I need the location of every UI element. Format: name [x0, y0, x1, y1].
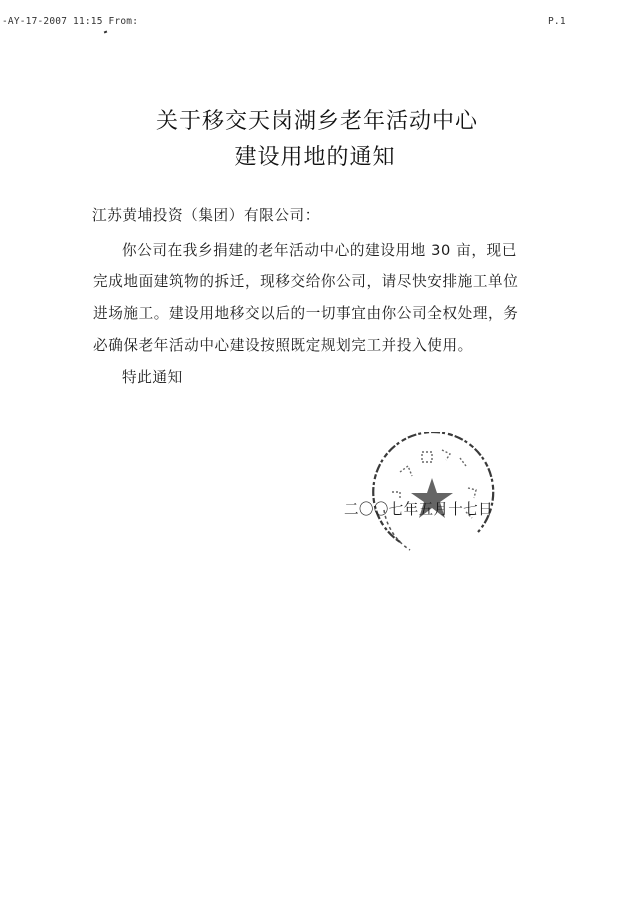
body-line-3: 进场施工。建设用地移交以后的一切事宜由你公司全权处理，务	[93, 305, 519, 322]
fax-timestamp: -AY-17-2007 11:15 From:	[2, 16, 139, 27]
fax-page-number: P.1	[548, 16, 566, 27]
official-seal	[370, 432, 498, 560]
body-line-1: 你公司在我乡捐建的老年活动中心的建设用地 30 亩，现已	[122, 242, 517, 259]
addressee: 江苏黄埔投资（集团）有限公司：	[92, 207, 320, 224]
document-title-line-1: 关于移交天岗湖乡老年活动中心	[155, 109, 478, 134]
document-title-line-2: 建设用地的通知	[234, 145, 396, 170]
body-line-2: 完成地面建筑物的拆迁，现移交给你公司，请尽快安排施工单位	[93, 273, 519, 290]
fax-header	[0, 16, 634, 30]
body-line-4: 必确保老年活动中心建设按照既定规划完工并投入使用。	[93, 337, 473, 354]
scan-speck	[104, 31, 108, 34]
issue-date: 二〇〇七年五月十七日	[344, 501, 493, 518]
seal-icon	[370, 432, 498, 560]
closing-remark: 特此通知	[122, 369, 183, 386]
